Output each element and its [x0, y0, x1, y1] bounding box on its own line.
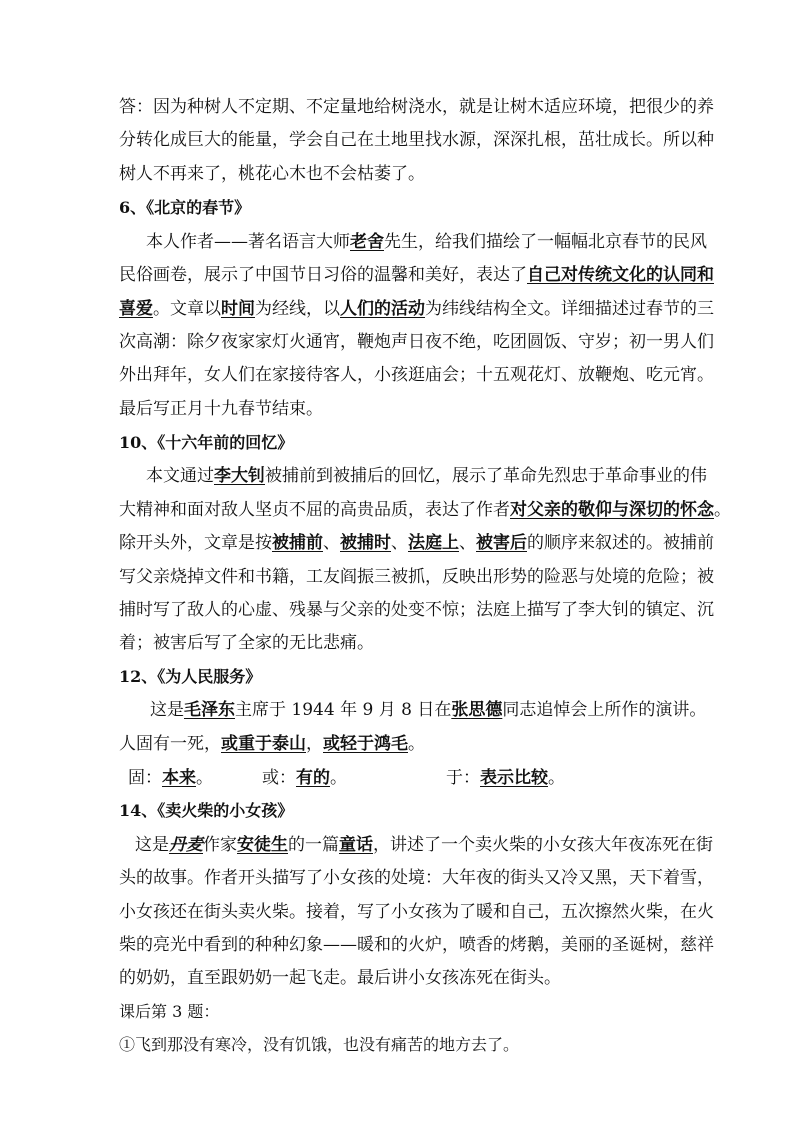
- section-6-line-6: 最后写正月十九春节结束。: [119, 399, 323, 419]
- keyword: 或重于泰山: [221, 734, 306, 754]
- text: 。文章以: [153, 299, 221, 319]
- section-14-line-1: [135, 834, 713, 856]
- section-14-heading: 14、《卖火柴的小女孩》: [119, 801, 294, 820]
- keyword: 或轻于鸿毛: [323, 734, 408, 754]
- section-10-line-3: [119, 532, 714, 554]
- text: 这是: [150, 700, 184, 720]
- text: 固：: [128, 768, 162, 788]
- text: 本人作者——著名语言大师: [146, 232, 350, 252]
- text: 的一篇: [288, 835, 339, 855]
- text: 。: [548, 768, 565, 788]
- word-gloss-gu: [128, 767, 213, 789]
- text: 本文通过: [146, 466, 214, 486]
- section-12-heading: 12、《为人民服务》: [119, 667, 262, 686]
- section-14-line-4: 柴的亮光中看到的种种幻象——暖和的火炉，喷香的烤鹅，美丽的圣诞树，慈祥: [119, 935, 714, 955]
- keyword: 丹麦: [169, 835, 203, 855]
- keyword: 本来: [162, 768, 196, 788]
- section-10-line-1: [146, 465, 707, 487]
- keyword: 喜爱: [119, 299, 153, 319]
- text: 人固有一死，: [119, 734, 221, 754]
- section-6-line-4: 次高潮：除夕夜家家灯火通宵，鞭炮声日夜不绝，吃团圆饭、守岁；初一男人们: [119, 332, 714, 352]
- keyword: 老舍: [350, 232, 384, 252]
- text: 同志追悼会上所作的演讲。: [502, 700, 707, 720]
- text: 。: [408, 734, 425, 754]
- word-gloss-huo: [262, 767, 347, 789]
- text: 。: [714, 500, 731, 520]
- text: 的顺序来叙述的。被捕前: [527, 533, 714, 553]
- keyword: 安徒生: [237, 835, 288, 855]
- word-gloss-yu: [446, 767, 565, 789]
- answer-line-2: 分转化成巨大的能量，学会自己在土地里找水源，深深扎根，茁壮成长。所以种: [119, 130, 714, 150]
- keyword: 童话: [339, 835, 373, 855]
- text: 。: [196, 768, 213, 788]
- text: 、: [459, 533, 476, 553]
- section-10-line-4: 写父亲烧掉文件和书籍，工友阎振三被抓，反映出形势的险恶与处境的危险；被: [119, 567, 714, 587]
- keyword: 表示比较: [480, 768, 548, 788]
- exercise-answer: ①飞到那没有寒冷，没有饥饿，也没有痛苦的地方去了。: [119, 1035, 520, 1054]
- answer-line-3: 树人不再来了，桃花心木也不会枯萎了。: [119, 164, 425, 184]
- text: 为经线，以: [255, 299, 340, 319]
- text: 除开头外，文章是按: [119, 533, 272, 553]
- section-6-heading: 6、《北京的春节》: [119, 198, 251, 217]
- keyword: 法庭上: [408, 533, 459, 553]
- answer-line-1: 答：因为种树人不定期、不定量地给树浇水，就是让树木适应环境，把很少的养: [119, 97, 714, 117]
- keyword: 对父亲的敬仰与深切的怀念: [510, 500, 714, 520]
- text: 这是: [135, 835, 169, 855]
- text: 于：: [446, 768, 480, 788]
- section-14-line-3: 小女孩还在街头卖火柴。接着，写了小女孩为了暖和自己，五次擦然火柴，在火: [119, 902, 714, 922]
- section-10-line-2: [119, 499, 731, 521]
- text: 、: [323, 533, 340, 553]
- keyword: 李大钊: [214, 466, 265, 486]
- section-14-line-2: 头的故事。作者开头描写了小女孩的处境：大年夜的街头又冷又黑，天下着雪，: [119, 868, 714, 888]
- section-6-line-5: 外出拜年，女人们在家接待客人，小孩逛庙会；十五观花灯、放鞭炮、吃元宵。: [119, 365, 714, 385]
- text: ，讲述了一个卖火柴的小女孩大年夜冻死在街: [373, 835, 713, 855]
- section-10-line-6: 着；被害后写了全家的无比悲痛。: [119, 633, 374, 653]
- section-10-heading: 10、《十六年前的回忆》: [119, 433, 294, 452]
- text: 。: [330, 768, 347, 788]
- text: 民俗画卷，展示了中国节日习俗的温馨和美好，表达了: [119, 265, 527, 285]
- section-6-line-2: [119, 264, 714, 286]
- exercise-label: 课后第 3 题：: [119, 1002, 220, 1021]
- keyword: 被害后: [476, 533, 527, 553]
- text: 作家: [203, 835, 237, 855]
- keyword: 时间: [221, 299, 255, 319]
- text: 为纬线结构全文。详细描述过春节的三: [425, 299, 714, 319]
- keyword: 自己对传统文化的认同和: [527, 265, 714, 285]
- keyword: 被捕前: [272, 533, 323, 553]
- section-12-line-1: [150, 699, 706, 721]
- text: 被捕前到被捕后的回忆，展示了革命先烈忠于革命事业的伟: [265, 466, 707, 486]
- text: ，: [306, 734, 323, 754]
- keyword: 张思德: [451, 700, 503, 720]
- keyword: 人们的活动: [340, 299, 425, 319]
- section-6-line-3: [119, 298, 714, 320]
- text: 、: [391, 533, 408, 553]
- section-10-line-5: 捕时写了敌人的心虚、残暴与父亲的处变不惊；法庭上描写了李大钊的镇定、沉: [119, 600, 714, 620]
- section-6-line-1: [146, 231, 707, 253]
- text: 或：: [262, 768, 296, 788]
- keyword: 毛泽东: [184, 700, 235, 720]
- text: 主席于 1944 年 9 月 8 日在: [235, 700, 452, 720]
- keyword: 有的: [296, 768, 330, 788]
- section-12-line-2: [119, 733, 425, 755]
- text: 大精神和面对敌人坚贞不屈的高贵品质，表达了作者: [119, 500, 510, 520]
- section-14-line-5: 的奶奶，直至跟奶奶一起飞走。最后讲小女孩冻死在街头。: [119, 968, 561, 988]
- keyword: 被捕时: [340, 533, 391, 553]
- text: 先生，给我们描绘了一幅幅北京春节的民风: [384, 232, 707, 252]
